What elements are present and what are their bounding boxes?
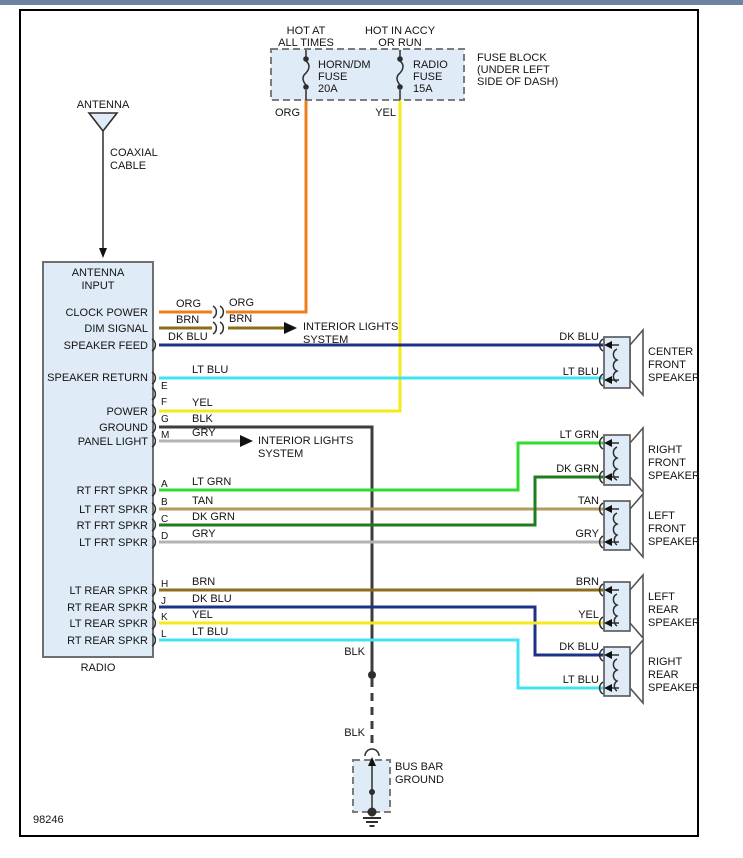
org-supply-label: ORG [274,107,300,119]
pin-label-lt-rear-spkr: LT REAR SPKR [69,618,148,630]
fuse-right-name: RADIO [413,59,448,71]
speaker-name: FRONT [648,523,686,535]
wire-label-ltblu: LT BLU [562,366,599,378]
wire-label-brn-2: BRN [229,313,253,325]
wire-label-ltgrn: LT GRN [559,429,599,441]
pin-letter-j: J [161,596,166,607]
speaker-name: CENTER [648,346,694,358]
pin-label-ground: GROUND [99,422,148,434]
hot-at-label: ALL TIMES [278,37,334,49]
fuse-left-rating: 20A [318,83,338,95]
bus-bar-ground-label: BUS BAR [395,761,444,773]
pin-letter-g: G [161,414,169,425]
coaxial-label: COAXIAL [110,147,158,159]
pin-label-dim-signal: DIM SIGNAL [84,323,148,335]
pin-letter-b: B [161,497,168,508]
wire-label-brn: BRN [176,314,200,326]
pin-letter-e: E [161,381,168,392]
wire-label-org-2: ORG [229,297,255,309]
wire-label-dkgrn: DK GRN [192,511,235,523]
wire-label-ltblu: LT BLU [562,674,599,686]
speaker-name: SPEAKER [648,682,700,694]
fuse-right-name: FUSE [413,71,443,83]
speaker-name: SPEAKER [648,536,700,548]
pin-letter-m: M [161,430,170,441]
wire-label-ltgrn: LT GRN [192,476,232,488]
speaker-name: SPEAKER [648,372,700,384]
pin-label-rt-rear-spkr: RT REAR SPKR [67,635,148,647]
speaker-name: SPEAKER [648,617,700,629]
speaker-name: SPEAKER [648,470,700,482]
interior-lights-label: SYSTEM [258,448,304,460]
wire-label-org: ORG [176,298,202,310]
radio-unit [43,262,153,674]
wire-label-yel: YEL [192,397,213,409]
interior-lights-label: SYSTEM [303,334,349,346]
wire-label-dkblu: DK BLU [559,641,599,653]
interior-lights-label: INTERIOR LIGHTS [258,435,354,447]
pin-letter-k: K [161,612,168,623]
speaker-name: REAR [648,604,679,616]
wire-label-yel-rear: YEL [192,609,213,621]
yel-supply-label: YEL [375,107,396,119]
pin-label-rt-rear-spkr: RT REAR SPKR [67,602,148,614]
interior-lights-label: INTERIOR LIGHTS [303,321,399,333]
bus-bar-ground-label: GROUND [395,774,444,786]
fuse-block-caption: FUSE BLOCK [477,52,547,64]
radio-box [43,262,153,657]
hot-in-accy-label: HOT IN ACCY [364,25,436,37]
fuse-block-caption: SIDE OF DASH) [477,76,559,88]
pin-label-panel-light: PANEL LIGHT [77,436,148,448]
wire-label-yel: YEL [578,609,599,621]
wire-label-dkblu: DK BLU [559,331,599,343]
pin-label-speaker-return: SPEAKER RETURN [47,372,148,384]
pin-label-rt-frt-spkr: RT FRT SPKR [76,520,148,532]
wire-label-tan: TAN [577,495,599,507]
speaker-name: RIGHT [648,444,683,456]
figure-number: 98246 [33,814,64,826]
pin-letter-a: A [161,479,168,490]
fuse-block-caption: (UNDER LEFT [477,64,550,76]
pin-letter-f: F [161,397,168,408]
hot-at-label: HOT AT [286,25,326,37]
fuse-left-name: HORN/DM [318,59,371,71]
wire-label-dkblu-rear: DK BLU [192,593,232,605]
antenna-input-label: INPUT [81,280,115,292]
pin-letter-h: H [161,579,169,590]
speaker-name: FRONT [648,457,686,469]
pin-letter-d: D [161,531,169,542]
wire-label-gry-2: GRY [192,528,216,540]
pin-label-rt-frt-spkr: RT FRT SPKR [76,485,148,497]
speaker-name: FRONT [648,359,686,371]
wire-label-brn: BRN [575,576,599,588]
blk-label: BLK [344,727,365,739]
splice-dot [368,671,376,679]
window-top-strip [0,0,743,5]
pin-label-speaker-feed: SPEAKER FEED [63,340,148,352]
hot-in-accy-label: OR RUN [378,37,422,49]
antenna-input-label: ANTENNA [71,267,125,279]
wire-label-dkgrn: DK GRN [556,463,599,475]
antenna-label: ANTENNA [76,99,130,111]
pin-label-lt-rear-spkr: LT REAR SPKR [69,585,148,597]
ground-dot [368,808,377,817]
coaxial-label: CABLE [110,160,147,172]
wire-label-gry: GRY [575,528,599,540]
wire-label-blk: BLK [192,413,213,425]
speaker-name: LEFT [648,591,675,603]
pin-letter-c: C [161,514,169,525]
speaker-name: LEFT [648,510,675,522]
pin-letter-l: L [161,629,167,640]
fuse-left-name: FUSE [318,71,348,83]
pin-label-power: POWER [106,406,148,418]
radio-caption: RADIO [80,662,116,674]
speaker-name: RIGHT [648,656,683,668]
wire-label-ltblu: LT BLU [192,364,229,376]
pin-label-lt-frt-spkr: LT FRT SPKR [79,537,148,549]
wire-label-brn-rear: BRN [192,576,216,588]
pin-label-lt-frt-spkr: LT FRT SPKR [79,504,148,516]
blk-label: BLK [344,646,365,658]
fuse-right-rating: 15A [413,83,433,95]
speaker-name: REAR [648,669,679,681]
wire-label-dkblu: DK BLU [168,331,208,343]
pin-label-clock-power: CLOCK POWER [65,307,148,319]
wire-label-tan: TAN [192,495,214,507]
wire-label-ltblu-rear: LT BLU [192,626,229,638]
wire-label-gry: GRY [192,427,216,439]
